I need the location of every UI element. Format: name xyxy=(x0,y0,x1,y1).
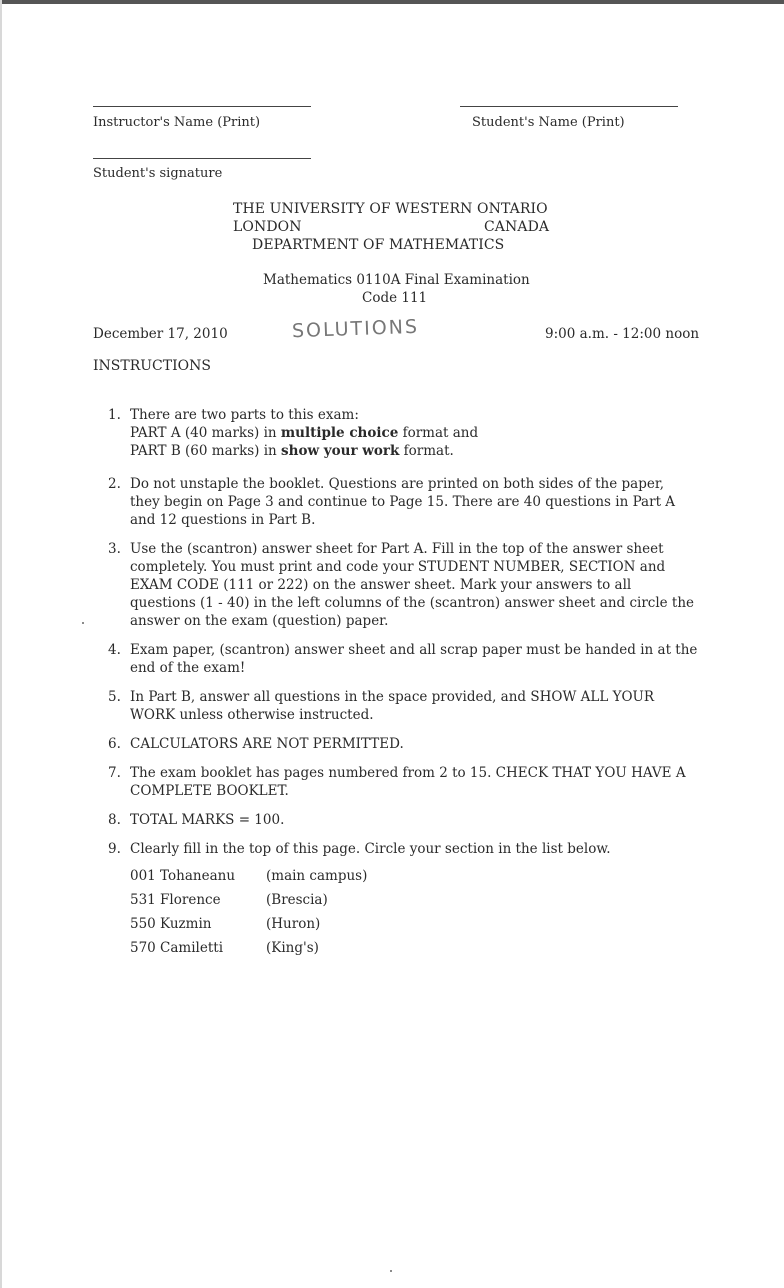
instruction-item: 1. There are two parts to this exam: PART A (40 marks) in multiple choice format and PART B (60 marks) in show your work format. xyxy=(108,406,698,460)
section-list xyxy=(130,864,698,960)
instruction-item: 8. TOTAL MARKS = 100. xyxy=(108,812,285,828)
student-name-label: Student's Name (Print) xyxy=(472,115,625,130)
instructions-heading: INSTRUCTIONS xyxy=(93,358,211,374)
scan-edge-left xyxy=(0,0,2,1288)
exam-date: December 17, 2010 xyxy=(93,326,228,342)
university-country: CANADA xyxy=(484,219,550,235)
exam-title: Mathematics 0110A Final Examination xyxy=(263,272,530,288)
section-row: 550 Kuzmin (Huron) xyxy=(130,916,321,932)
instruction-item: 6. CALCULATORS ARE NOT PERMITTED. xyxy=(108,736,404,752)
scan-edge-top xyxy=(0,0,784,4)
exam-time: 9:00 a.m. - 12:00 noon xyxy=(545,326,700,342)
instruction-item: 4. Exam paper, (scantron) answer sheet and all scrap paper must be handed in at the end of the exam! xyxy=(108,642,698,676)
signature-line xyxy=(93,158,311,159)
section-row: 570 Camiletti (King's) xyxy=(130,940,319,956)
signature-label: Student's signature xyxy=(93,166,223,181)
instructions-list xyxy=(108,406,698,971)
solutions-stamp: SOLUTIONS xyxy=(291,315,420,343)
university-city: LONDON xyxy=(233,219,302,235)
instruction-item: 9. Clearly fill in the top of this page. Circle your section in the list below. 001 Tohaneanu (main campus) 531 Florence (Brescia) 550 Kuzmin (Huron) 570 Camiletti (King's) xyxy=(108,840,698,960)
department-name: DEPARTMENT OF MATHEMATICS xyxy=(252,237,505,253)
university-name: THE UNIVERSITY OF WESTERN ONTARIO xyxy=(233,201,548,217)
student-name-line xyxy=(460,106,678,107)
scan-speck xyxy=(82,622,84,624)
part-a-line: PART A (40 marks) in multiple choice format and xyxy=(130,425,479,441)
exam-code: Code 111 xyxy=(362,290,428,306)
section-row: 531 Florence (Brescia) xyxy=(130,892,328,908)
part-b-line: PART B (60 marks) in show your work format. xyxy=(130,443,454,459)
section-row: 001 Tohaneanu (main campus) xyxy=(130,868,368,884)
instructor-name-label: Instructor's Name (Print) xyxy=(93,115,261,130)
instruction-item: 7. The exam booklet has pages numbered from 2 to 15. CHECK THAT YOU HAVE A COMPLETE BOOKLET. xyxy=(108,765,686,799)
instruction-item: 3. Use the (scantron) answer sheet for Part A. Fill in the top of the answer sheet completely. You must print and code your STUDENT NUMBER, SECTION and EXAM CODE (111 or 222) on the answer sheet. Mark your answers to all questions (1 - 40) in the left columns of the (scantron) answer sheet and circle the answer on the exam (question) paper. xyxy=(108,541,695,629)
scan-speck xyxy=(390,1270,392,1272)
instruction-item: 5. In Part B, answer all questions in the space provided, and SHOW ALL YOUR WORK unless otherwise instructed. xyxy=(108,689,655,723)
instruction-item: 2. Do not unstaple the booklet. Questions are printed on both sides of the paper, they begin on Page 3 and continue to Page 15. There are 40 questions in Part A and 12 questions in Part B. xyxy=(108,476,676,528)
instructor-name-line xyxy=(93,106,311,107)
